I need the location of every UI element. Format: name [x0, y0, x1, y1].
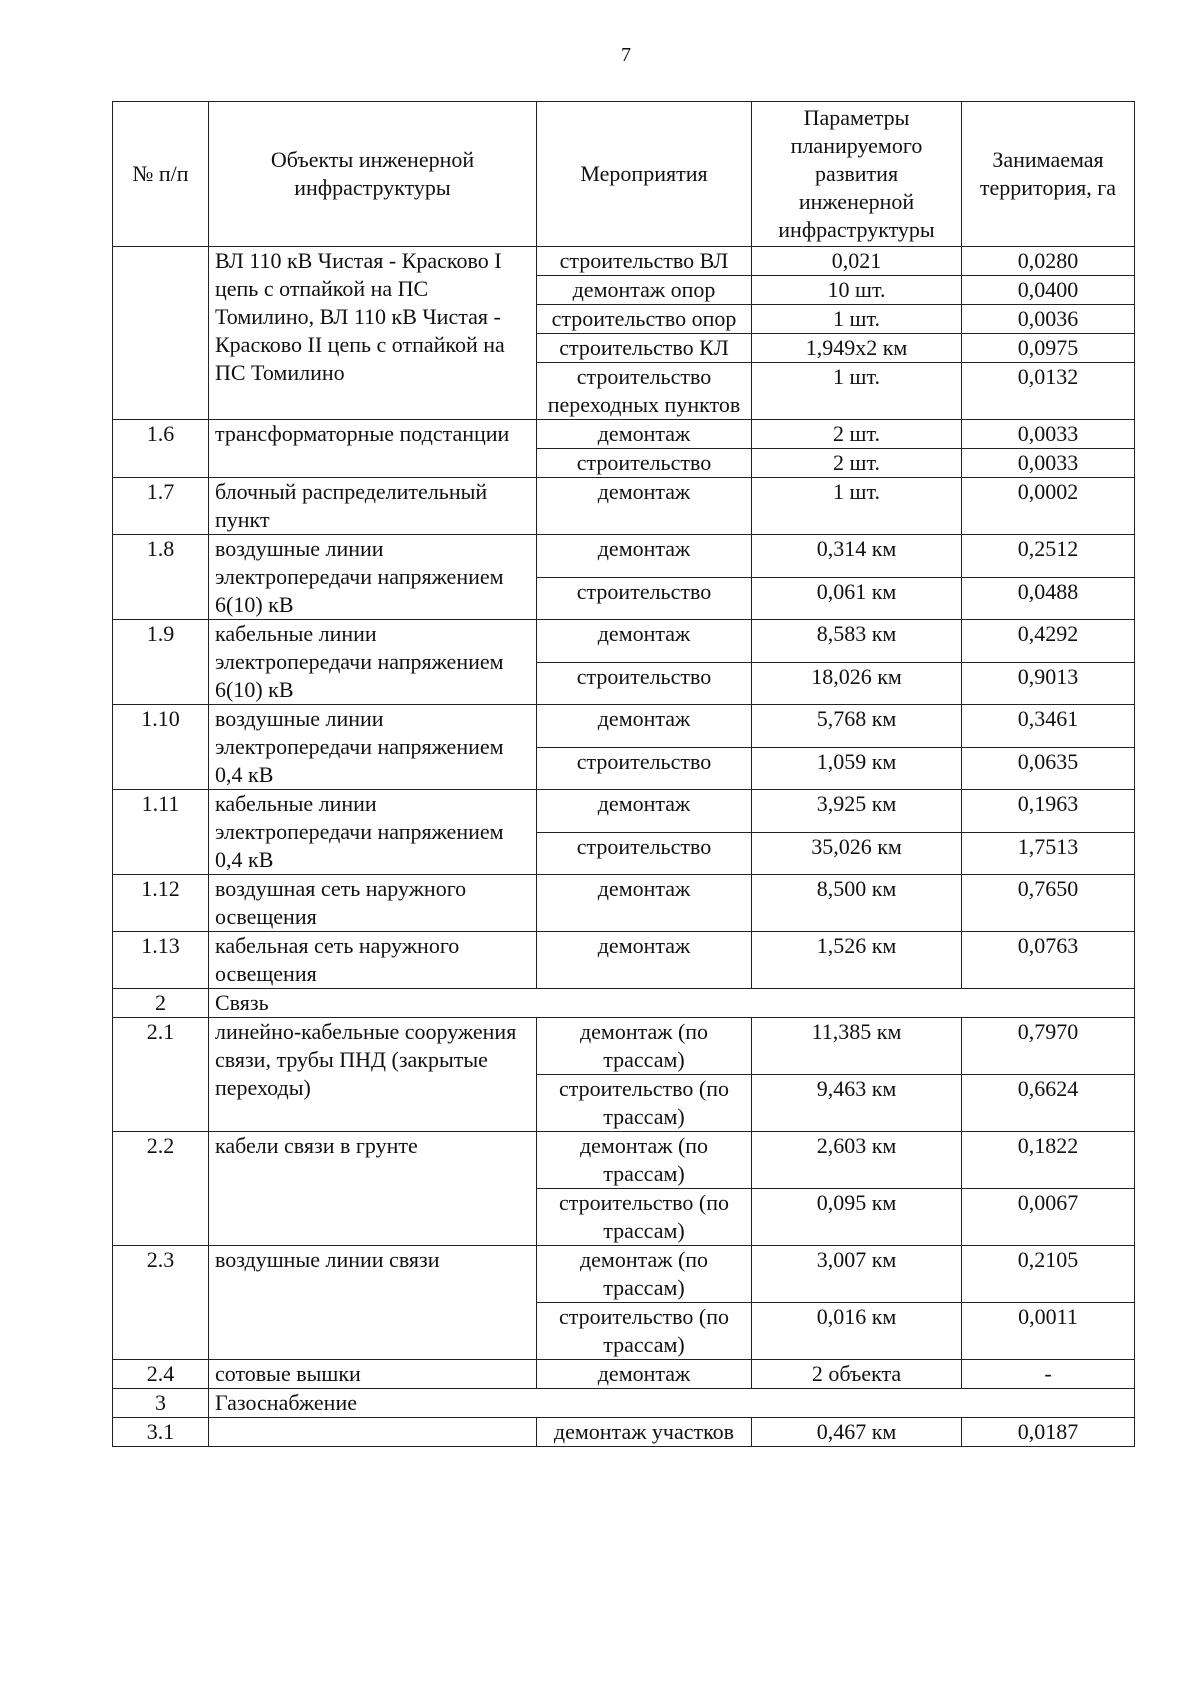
row-object: сотовые вышки — [209, 1360, 537, 1389]
row-action: строительство переходных пунктов — [537, 363, 752, 420]
row-object: кабельная сеть наружного освещения — [209, 932, 537, 989]
row-param: 18,026 км — [752, 662, 962, 705]
header-params: Параметры планируемого развития инженерной инфраструктуры — [752, 102, 962, 247]
row-action: строительство опор — [537, 305, 752, 334]
row-object: воздушная сеть наружного освещения — [209, 875, 537, 932]
row-number: 1.11 — [113, 790, 209, 875]
row-area: - — [962, 1360, 1135, 1389]
row-object: кабельные линии электропередачи напряжением 6(10) кВ — [209, 620, 537, 705]
row-number: 1.9 — [113, 620, 209, 705]
header-action: Мероприятия — [537, 102, 752, 247]
row-area: 0,0033 — [962, 449, 1135, 478]
row-number: 2.2 — [113, 1132, 209, 1246]
section-row — [113, 1389, 1135, 1418]
row-param: 5,768 км — [752, 705, 962, 748]
row-object: блочный распределительный пункт — [209, 478, 537, 535]
row-area: 0,0011 — [962, 1303, 1135, 1360]
row-action: демонтаж — [537, 535, 752, 578]
row-param: 0,095 км — [752, 1189, 962, 1246]
row-param: 1,949х2 км — [752, 334, 962, 363]
table-row — [113, 705, 1135, 748]
row-number: 1.7 — [113, 478, 209, 535]
row-action: демонтаж — [537, 705, 752, 748]
row-action: строительство КЛ — [537, 334, 752, 363]
row-number: 2.4 — [113, 1360, 209, 1389]
row-number: 1.8 — [113, 535, 209, 620]
row-area: 0,7970 — [962, 1018, 1135, 1075]
row-param: 1 шт. — [752, 478, 962, 535]
row-number: 2.3 — [113, 1246, 209, 1360]
table-body — [113, 247, 1135, 1447]
row-param: 0,467 км — [752, 1418, 962, 1447]
table-row — [113, 1418, 1135, 1447]
row-param: 2,603 км — [752, 1132, 962, 1189]
row-number — [113, 247, 209, 420]
row-param: 10 шт. — [752, 276, 962, 305]
row-area: 0,3461 — [962, 705, 1135, 748]
row-action: строительство — [537, 577, 752, 620]
row-param: 8,500 км — [752, 875, 962, 932]
row-param: 2 объекта — [752, 1360, 962, 1389]
header-object: Объекты инженерной инфраструктуры — [209, 102, 537, 247]
row-action: демонтаж — [537, 420, 752, 449]
row-action: демонтаж (по трассам) — [537, 1018, 752, 1075]
row-param: 1,526 км — [752, 932, 962, 989]
row-action: демонтаж (по трассам) — [537, 1132, 752, 1189]
row-area: 0,0187 — [962, 1418, 1135, 1447]
row-object: воздушные линии электропередачи напряжением 6(10) кВ — [209, 535, 537, 620]
row-param: 3,007 км — [752, 1246, 962, 1303]
row-action: строительство — [537, 662, 752, 705]
section-title: Связь — [209, 989, 1135, 1018]
row-param: 8,583 км — [752, 620, 962, 663]
row-action: строительство (по трассам) — [537, 1075, 752, 1132]
table-row — [113, 247, 1135, 276]
row-param: 1 шт. — [752, 305, 962, 334]
section-number: 3 — [113, 1389, 209, 1418]
row-area: 0,0488 — [962, 577, 1135, 620]
row-action: строительство (по трассам) — [537, 1189, 752, 1246]
row-number: 2.1 — [113, 1018, 209, 1132]
header-num: № п/п — [113, 102, 209, 247]
row-number: 1.10 — [113, 705, 209, 790]
row-object: линейно-кабельные сооружения связи, трубы ПНД (закрытые переходы) — [209, 1018, 537, 1132]
row-action: строительство (по трассам) — [537, 1303, 752, 1360]
section-row — [113, 989, 1135, 1018]
row-param: 0,314 км — [752, 535, 962, 578]
row-param: 35,026 км — [752, 832, 962, 875]
row-area: 0,0763 — [962, 932, 1135, 989]
row-action: демонтаж — [537, 1360, 752, 1389]
row-param: 2 шт. — [752, 420, 962, 449]
section-title: Газоснабжение — [209, 1389, 1135, 1418]
row-object: кабельные линии электропередачи напряжением 0,4 кВ — [209, 790, 537, 875]
row-area: 0,1822 — [962, 1132, 1135, 1189]
row-action: демонтаж (по трассам) — [537, 1246, 752, 1303]
table-row — [113, 535, 1135, 578]
row-action: демонтаж участков — [537, 1418, 752, 1447]
row-area: 0,0975 — [962, 334, 1135, 363]
row-area: 0,4292 — [962, 620, 1135, 663]
row-area: 0,0400 — [962, 276, 1135, 305]
table-row — [113, 790, 1135, 833]
row-action: демонтаж — [537, 875, 752, 932]
row-number: 1.13 — [113, 932, 209, 989]
row-area: 0,2512 — [962, 535, 1135, 578]
row-area: 0,0002 — [962, 478, 1135, 535]
row-action: демонтаж — [537, 790, 752, 833]
table-row — [113, 932, 1135, 989]
row-area: 0,7650 — [962, 875, 1135, 932]
table-row — [113, 478, 1135, 535]
row-param: 2 шт. — [752, 449, 962, 478]
page-number: 7 — [621, 44, 631, 66]
row-area: 0,1963 — [962, 790, 1135, 833]
table-header-row — [113, 102, 1135, 247]
table-row — [113, 1018, 1135, 1075]
row-number: 1.12 — [113, 875, 209, 932]
table-row — [113, 620, 1135, 663]
table-row — [113, 1360, 1135, 1389]
row-object: воздушные линии электропередачи напряжением 0,4 кВ — [209, 705, 537, 790]
row-object: ВЛ 110 кВ Чистая - Красково I цепь с отпайкой на ПС Томилино, ВЛ 110 кВ Чистая - Красково II цепь с отпайкой на ПС Томилино — [209, 247, 537, 420]
row-area: 0,0635 — [962, 747, 1135, 790]
row-area: 0,0132 — [962, 363, 1135, 420]
row-area: 0,0280 — [962, 247, 1135, 276]
row-action: строительство — [537, 747, 752, 790]
row-area: 0,0067 — [962, 1189, 1135, 1246]
infrastructure-table — [112, 101, 1135, 1447]
row-param: 0,016 км — [752, 1303, 962, 1360]
row-param: 0,061 км — [752, 577, 962, 620]
row-number: 3.1 — [113, 1418, 209, 1447]
row-area: 1,7513 — [962, 832, 1135, 875]
table-row — [113, 1132, 1135, 1189]
row-object: воздушные линии связи — [209, 1246, 537, 1360]
row-area: 0,6624 — [962, 1075, 1135, 1132]
row-action: строительство ВЛ — [537, 247, 752, 276]
section-number: 2 — [113, 989, 209, 1018]
row-action: строительство — [537, 449, 752, 478]
header-area: Занимаемая территория, га — [962, 102, 1135, 247]
table-row — [113, 420, 1135, 449]
row-param: 1 шт. — [752, 363, 962, 420]
row-action: демонтаж — [537, 932, 752, 989]
row-action: демонтаж опор — [537, 276, 752, 305]
row-object: кабели связи в грунте — [209, 1132, 537, 1246]
row-area: 0,0036 — [962, 305, 1135, 334]
row-area: 0,2105 — [962, 1246, 1135, 1303]
row-action: демонтаж — [537, 620, 752, 663]
row-action: демонтаж — [537, 478, 752, 535]
row-action: строительство — [537, 832, 752, 875]
row-param: 9,463 км — [752, 1075, 962, 1132]
row-param: 3,925 км — [752, 790, 962, 833]
row-param: 0,021 — [752, 247, 962, 276]
row-area: 0,9013 — [962, 662, 1135, 705]
row-object — [209, 1418, 537, 1447]
table-row — [113, 875, 1135, 932]
row-area: 0,0033 — [962, 420, 1135, 449]
row-number: 1.6 — [113, 420, 209, 478]
row-object: трансформаторные подстанции — [209, 420, 537, 478]
row-param: 11,385 км — [752, 1018, 962, 1075]
row-param: 1,059 км — [752, 747, 962, 790]
table-row — [113, 1246, 1135, 1303]
